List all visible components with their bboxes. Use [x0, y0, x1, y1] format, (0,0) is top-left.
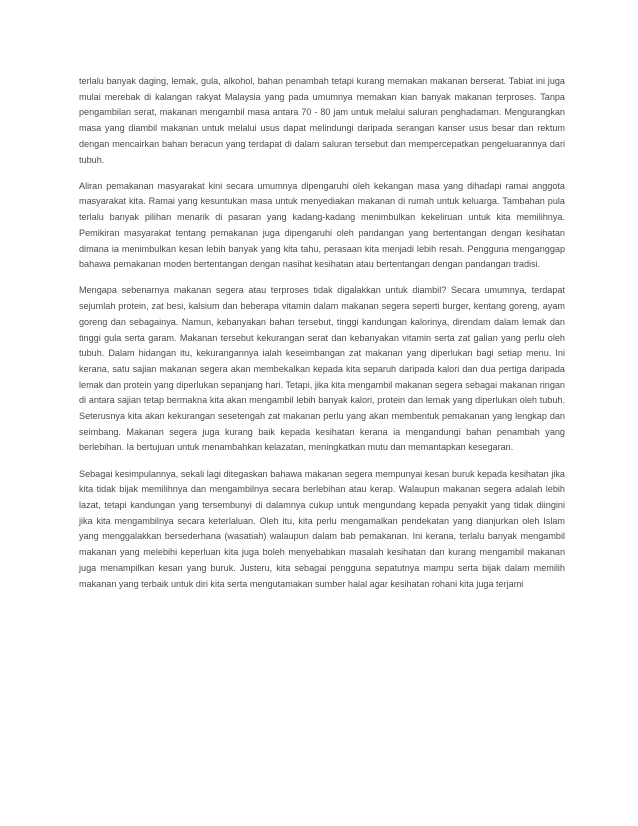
paragraph-conclusion: Sebagai kesimpulannya, sekali lagi ditegaskan bahawa makanan segera mempunyai kesan buruk kepada kesihatan jika kita tidak bijak memilihnya dan mengambilnya secara berlebihan atau kerap. Walaupun makanan segera adalah lebih lazat, tetapi kandungan yang tersembunyi di dalamnya cukup untuk mengundang kepada penyakit yang tidak diingini jika kita mengambilnya secara keterlaluan. Oleh itu, kita perlu mengamalkan pendekatan yang dianjurkan oleh Islam yang menggalakkan bersederhana (wasatiah) walaupun dalam bab pemakanan. Ini kerana, terlalu banyak mengambil makanan yang melebihi keperluan kita juga boleh menyebabkan masalah kesihatan dan kurang mengambil makanan juga menampilkan kesan yang buruk. Justeru, kita sebagai pengguna sepatutnya mampu serta bijak dalam memilih makanan yang terbaik untuk diri kita serta mengutamakan sumber halal agar kesihatan rohani kita juga terjami: [79, 468, 565, 589]
paragraph-fast-food: Mengapa sebenarnya makanan segera atau terproses tidak digalakkan untuk diambil? Secara umumnya, terdapat sejumlah protein, zat besi, kalsium dan beberapa vitamin dalam makanan segera seperti burger, kentang goreng, ayam goreng dan sebagainya. Namun, kebanyakan bahan tersebut, tinggi kandungan kalorinya, direndam dalam lemak dan tinggi gula serta garam. Makanan tersebut kekurangan serat dan kebanyakan vitamin serta zat galian yang perlu oleh tubuh. Dalam hidangan itu, kekurangannya ialah keseimbangan zat makanan yang diperlukan bagi setiap menu. Ini kerana, satu sajian makanan segera akan membekalkan kepada kita separuh daripada kalori dan dua pertiga daripada lemak dan protein yang diperlukan sepanjang hari. Tetapi, jika kita mengambil makanan segera sebagai makanan ringan di antara sajian tetap bermakna kita akan mengambil lebih banyak kalori, protein dan lemak yang diperlukan oleh tubuh. Seterusnya kita akan kekurangan sesetengah zat makanan perlu yang akan membentuk pemakanan yang lengkap dan seimbang. Makanan segera juga kurang baik kepada kesihatan kerana ia mengandungi bahan penambah yang berlebihan. Ia bertujuan untuk menambahkan kelazatan, meningkatkan mutu dan memantapkan kesegaran.: [79, 285, 565, 453]
paragraph-eating-trends: Aliran pemakanan masyarakat kini secara umumnya dipengaruhi oleh kekangan masa yang dihadapi ramai anggota masyarakat kita. Ramai yang kesuntukan masa untuk menyediakan makanan di rumah untuk keluarga. Tambahan pula terlalu banyak pilihan menarik di pasaran yang kadang-kadang menimbulkan kekeliruan untuk kita memilihnya. Pemikiran masyarakat tentang pemakanan juga dipengaruhi oleh pandangan yang bertentangan dengan kesihatan dimana ia menimbulkan kesan lebih banyak yang kita tahu, perasaan kita menjadi lebih resah. Pengguna menganggap bahawa pemakanan moden bertentangan dengan nasihat kesihatan atau bertentangan dengan pandangan tradisi.: [79, 180, 565, 270]
document-body: [79, 74, 565, 603]
paragraph-diet-fiber: terlalu banyak daging, lemak, gula, alkohol, bahan penambah tetapi kurang memakan makanan berserat. Tabiat ini juga mulai merebak di kalangan rakyat Malaysia yang pada umumnya memakan kian banyak makanan terproses. Tanpa pengambilan serat, makanan mengambil masa antara 70 - 80 jam untuk melalui saluran penghadaman. Mengurangkan masa yang diambil makanan untuk melalui usus dapat melindungi daripada serangan kanser usus besar dan rektum dengan mencairkan bahan beracun yang terdapat di dalam saluran tersebut dan mempercepatkan pengeluarannya dari tubuh.: [79, 76, 565, 165]
